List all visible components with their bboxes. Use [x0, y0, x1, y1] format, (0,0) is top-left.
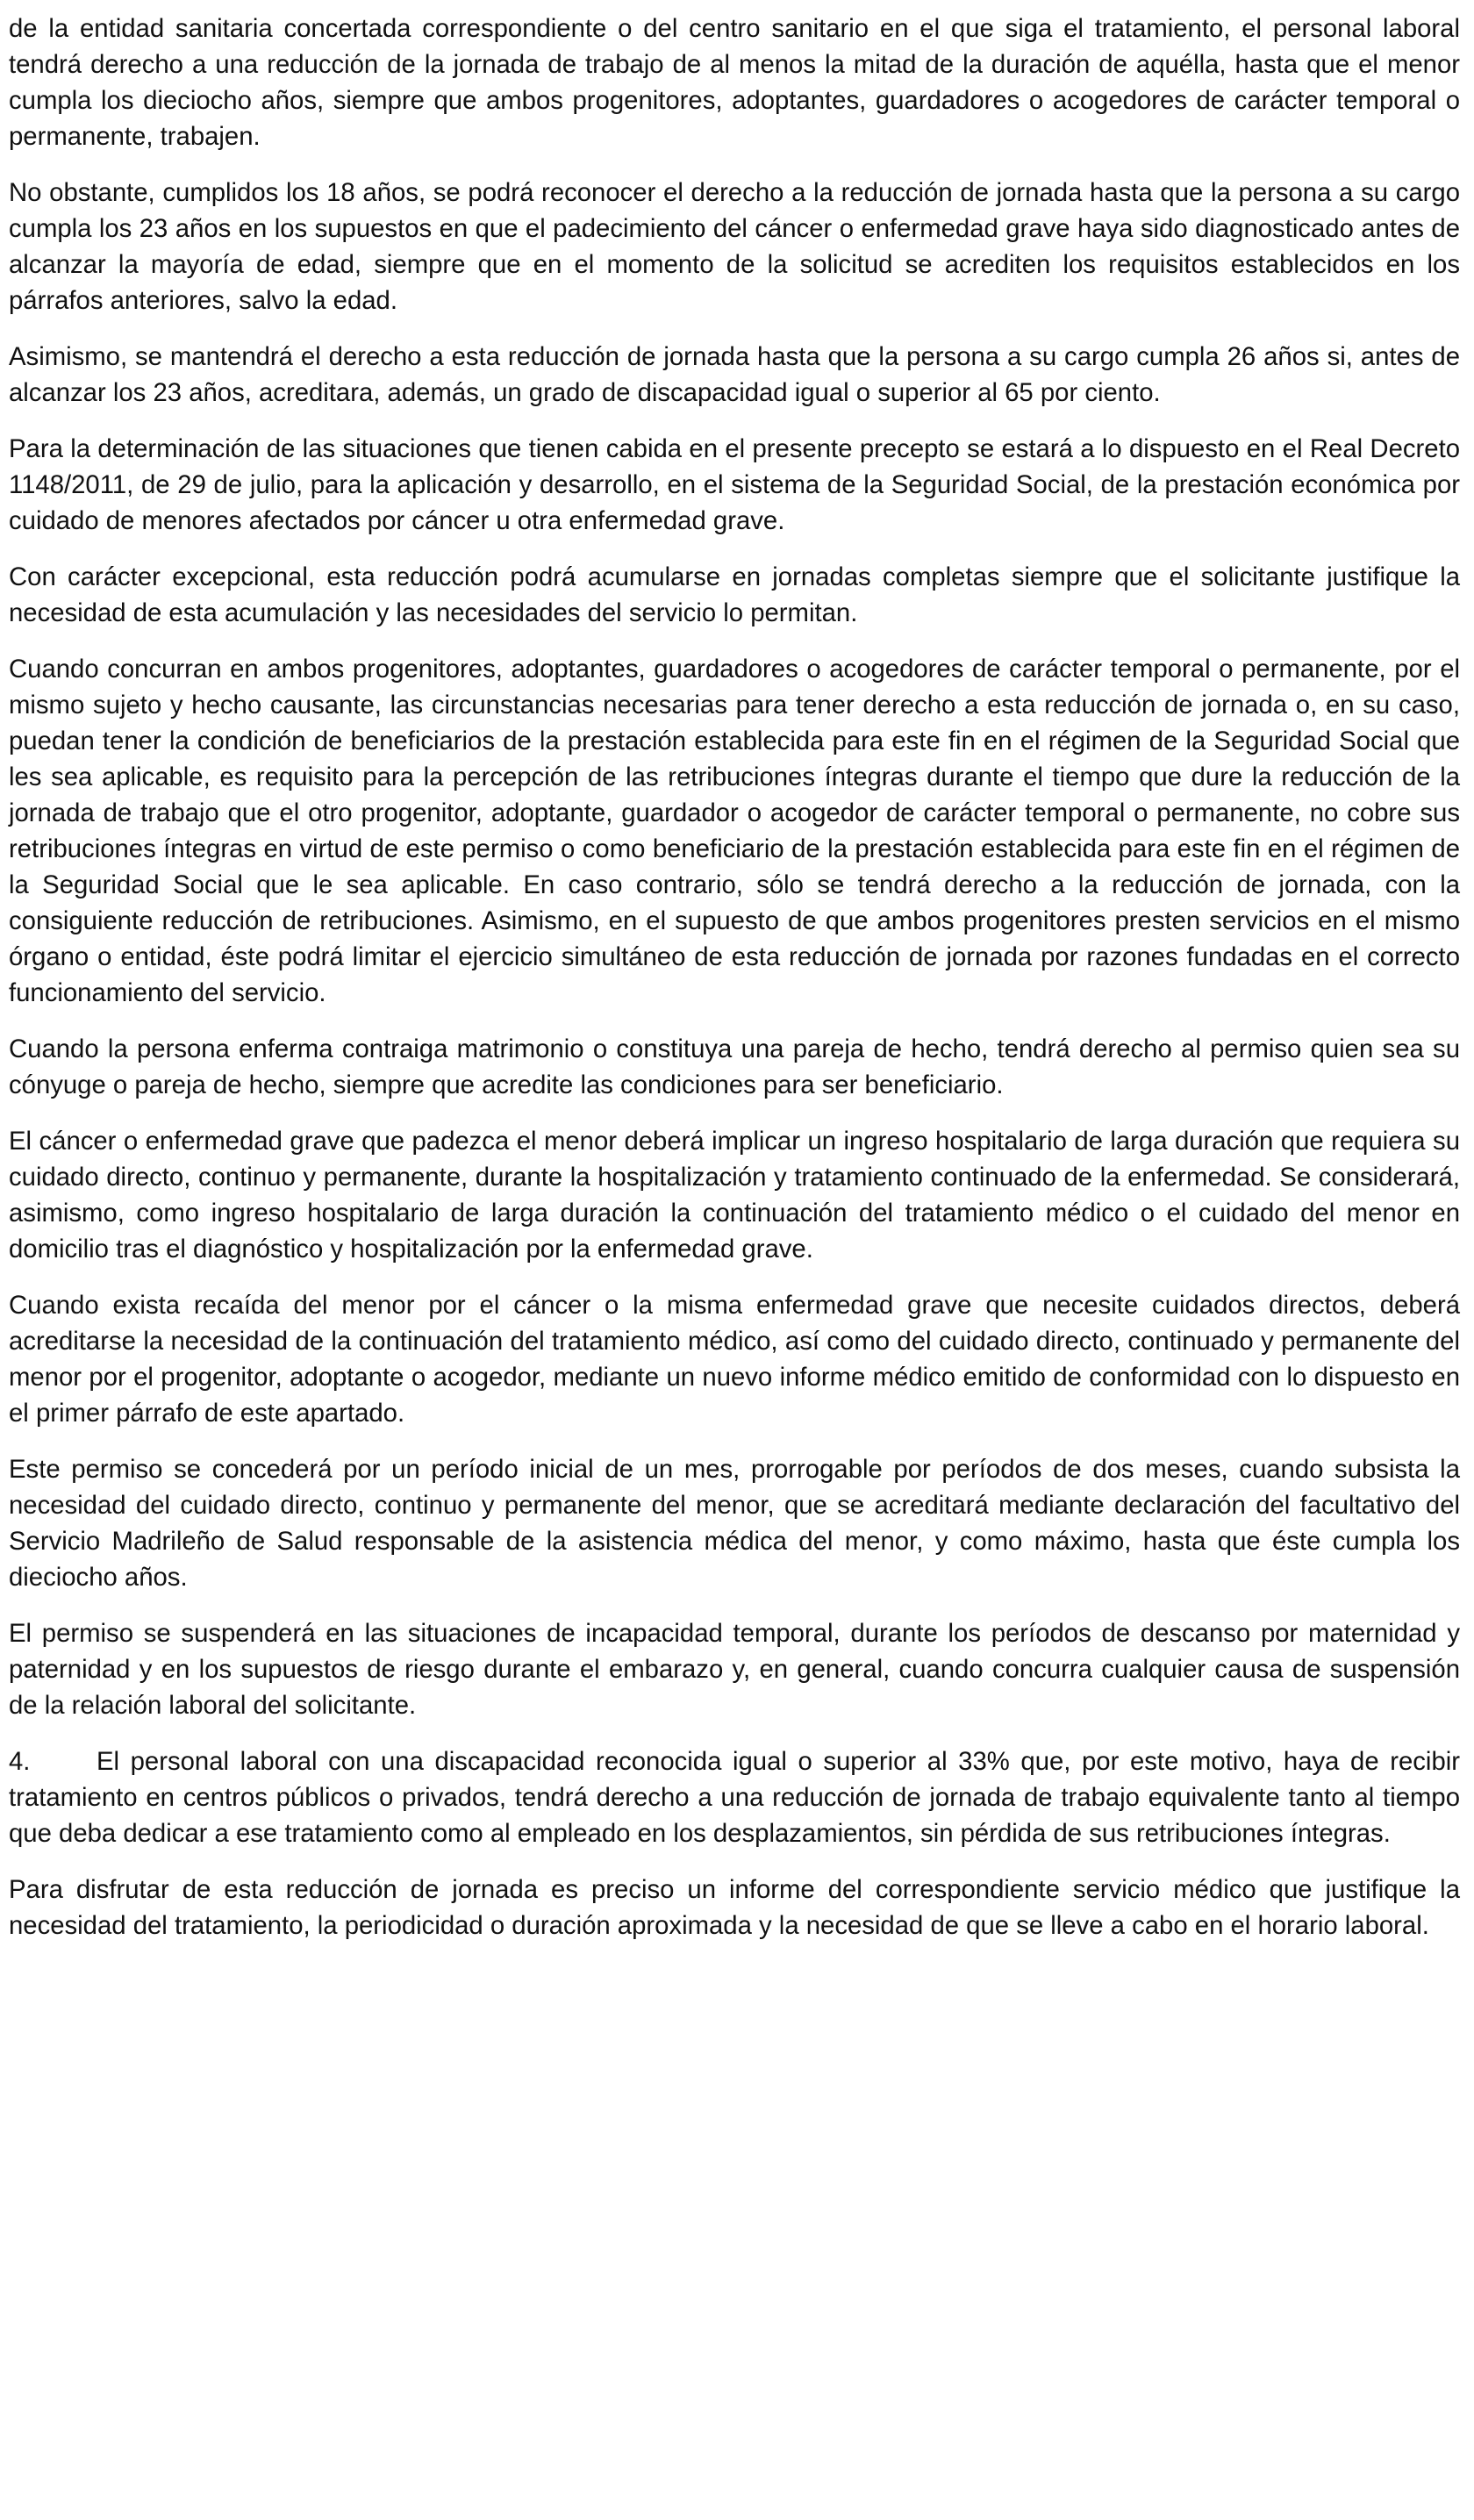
section-4-text: El personal laboral con una discapacidad reconocida igual o superior al 33% que, por este motivo, haya de recibir tratamiento en centros públicos o privados, tendrá derecho a una reducción de jornada de trabajo equivalente tanto al tiempo que deba dedicar a ese tratamiento como al empleado en los desplazamientos, sin pérdida de sus retribuciones íntegras. — [9, 1747, 1460, 1848]
paragraph-duration: Este permiso se concederá por un período inicial de un mes, prorrogable por períodos de dos meses, cuando subsista la necesidad del cuidado directo, continuo y permanente del menor, que se acreditará mediante declaración del facultativo del Servicio Madrileño de Salud responsable de la asistencia médica del menor, y como máximo, hasta que éste cumpla los dieciocho años. — [9, 1455, 1460, 1592]
paragraph-both-parents: Cuando concurran en ambos progenitores, adoptantes, guardadores o acogedores de carácter temporal o permanente, por el mismo sujeto y hecho causante, las circunstancias necesarias para tener derecho a esta reducción de jornada o, en su caso, puedan tener la condición de beneficiarios de la prestación establecida para este fin en el régimen de la Seguridad Social que les sea aplicable, es requisito para la percepción de las retribuciones íntegras durante el tiempo que dure la reducción de la jornada de trabajo que el otro progenitor, adoptante, guardador o acogedor de carácter temporal o permanente, no cobre sus retribuciones íntegras en virtud de este permiso o como beneficiario de la prestación establecida para este fin en el régimen de la Seguridad Social que le sea aplicable. En caso contrario, sólo se tendrá derecho a la reducción de jornada, con la consiguiente reducción de retribuciones. Asimismo, en el supuesto de que ambos progenitores presten servicios en el mismo órgano o entidad, éste podrá limitar el ejercicio simultáneo de esta reducción de jornada por razones fundadas en el correcto funcionamiento del servicio. — [9, 655, 1460, 1007]
section-4-paragraph — [9, 1743, 1460, 1851]
paragraph-continuation: de la entidad sanitaria concertada correspondiente o del centro sanitario en el que siga el tratamiento, el personal laboral tendrá derecho a una reducción de la jornada de trabajo de al menos la mitad de la duración de aquélla, hasta que el menor cumpla los dieciocho años, siempre que ambos progenitores, adoptantes, guardadores o acogedores de carácter temporal o permanente, trabajen. — [9, 14, 1460, 151]
document-page — [9, 11, 1460, 1964]
paragraph-real-decreto: Para la determinación de las situaciones que tienen cabida en el presente precepto se estará a lo dispuesto en el Real Decreto 1148/2011, de 29 de julio, para la aplicación y desarrollo, en el sistema de la Seguridad Social, de la prestación económica por cuidado de menores afectados por cáncer u otra enfermedad grave. — [9, 434, 1460, 535]
paragraph-age-18: No obstante, cumplidos los 18 años, se podrá reconocer el derecho a la reducción de jornada hasta que la persona a su cargo cumpla los 23 años en los supuestos en que el padecimiento del cáncer o enfermedad grave haya sido diagnosticado antes de alcanzar la mayoría de edad, siempre que en el momento de la solicitud se acrediten los requisitos establecidos en los párrafos anteriores, salvo la edad. — [9, 178, 1460, 315]
paragraph-medical-report: Para disfrutar de esta reducción de jornada es preciso un informe del correspondiente servicio médico que justifique la necesidad del tratamiento, la periodicidad o duración aproximada y la necesidad de que se lleve a cabo en el horario laboral. — [9, 1875, 1460, 1940]
paragraph-accumulation: Con carácter excepcional, esta reducción podrá acumularse en jornadas completas siempre que el solicitante justifique la necesidad de esta acumulación y las necesidades del servicio lo permitan. — [9, 562, 1460, 627]
paragraph-marriage: Cuando la persona enferma contraiga matrimonio o constituya una pareja de hecho, tendrá derecho al permiso quien sea su cónyuge o pareja de hecho, siempre que acredite las condiciones para ser beneficiario. — [9, 1034, 1460, 1099]
paragraph-suspension: El permiso se suspenderá en las situaciones de incapacidad temporal, durante los períodos de descanso por maternidad y paternidad y en los supuestos de riesgo durante el embarazo y, en general, cuando concurra cualquier causa de suspensión de la relación laboral del solicitante. — [9, 1619, 1460, 1720]
paragraph-hospitalization: El cáncer o enfermedad grave que padezca el menor deberá implicar un ingreso hospitalario de larga duración que requiera su cuidado directo, continuo y permanente, durante la hospitalización y tratamiento continuado de la enfermedad. Se considerará, asimismo, como ingreso hospitalario de larga duración la continuación del tratamiento médico o el cuidado del menor en domicilio tras el diagnóstico y hospitalización por la enfermedad grave. — [9, 1127, 1460, 1264]
paragraph-age-26: Asimismo, se mantendrá el derecho a esta reducción de jornada hasta que la persona a su cargo cumpla 26 años si, antes de alcanzar los 23 años, acreditara, además, un grado de discapacidad igual o superior al 65 por ciento. — [9, 342, 1460, 407]
section-number: 4. — [9, 1747, 31, 1776]
paragraph-relapse: Cuando exista recaída del menor por el cáncer o la misma enfermedad grave que necesite cuidados directos, deberá acreditarse la necesidad de la continuación del tratamiento médico, así como del cuidado directo, continuado y permanente del menor por el progenitor, adoptante o acogedor, mediante un nuevo informe médico emitido de conformidad con lo dispuesto en el primer párrafo de este apartado. — [9, 1291, 1460, 1428]
